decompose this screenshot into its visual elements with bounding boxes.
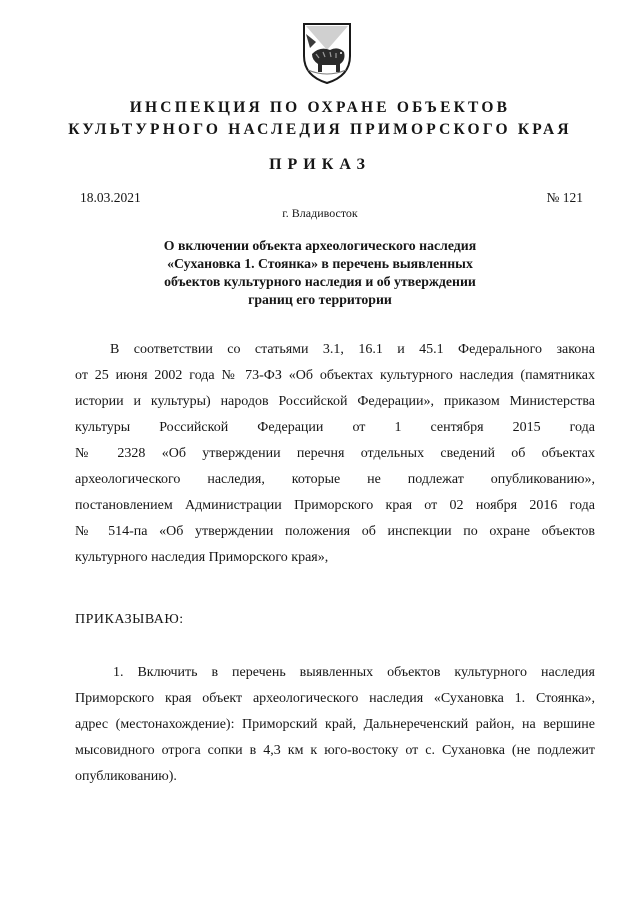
preamble-line: постановлением Администрации Приморского края от 02 ноября 2016 года xyxy=(75,498,595,513)
item-1-line: 1. Включить в перечень выявленных объектов культурного наследия xyxy=(113,665,595,680)
document-city: г. Владивосток xyxy=(282,206,358,220)
document-date: 18.03.2021 xyxy=(80,190,141,205)
document-type: ПРИКАЗ xyxy=(269,156,371,173)
coat-of-arms-tiger-icon xyxy=(300,20,354,86)
organization-name-line-1: ИНСПЕКЦИЯ ПО ОХРАНЕ ОБЪЕКТОВ xyxy=(129,99,511,116)
item-1-line: Приморского края объект археологического наследия «Сухановка 1. Стоянка», xyxy=(75,691,595,706)
preamble-line: культурного наследия Приморского края», xyxy=(75,550,329,565)
preamble-line: В соответствии со статьями 3.1, 16.1 и 45.1 Федерального закона xyxy=(110,342,595,357)
preamble-line: культуры Российской Федерации от 1 сентября 2015 года xyxy=(75,420,595,435)
preamble-line: от 25 июня 2002 года № 73-ФЗ «Об объектах культурного наследия (памятниках xyxy=(75,368,595,383)
preamble-line: археологического наследия, которые не подлежат опубликованию», xyxy=(75,472,595,487)
document-title-line: «Сухановка 1. Стоянка» в перечень выявленных xyxy=(167,256,473,271)
document-number: № 121 xyxy=(546,190,583,205)
organization-name-line-2: КУЛЬТУРНОГО НАСЛЕДИЯ ПРИМОРСКОГО КРАЯ xyxy=(68,121,572,138)
document-title-line: объектов культурного наследия и об утверждении xyxy=(164,274,476,289)
order-directive: ПРИКАЗЫВАЮ: xyxy=(75,612,184,627)
item-1-line: адрес (местонахождение): Приморский край, Дальнереченский район, на вершине xyxy=(75,717,595,732)
item-1-line: опубликованию). xyxy=(75,769,177,784)
preamble-line: № 2328 «Об утверждении перечня отдельных сведений об объектах xyxy=(75,446,595,461)
preamble-line: № 514-па «Об утверждении положения об инспекции по охране объектов xyxy=(75,524,595,539)
document-title-line: границ его территории xyxy=(248,292,392,307)
document-title-line: О включении объекта археологического наследия xyxy=(163,238,477,253)
item-1-line: мысовидного отрога сопки в 4,3 км к юго-востоку от с. Сухановка (не подлежит xyxy=(75,743,595,758)
preamble-line: истории и культуры) народов Российской Федерации», приказом Министерства xyxy=(75,394,595,409)
